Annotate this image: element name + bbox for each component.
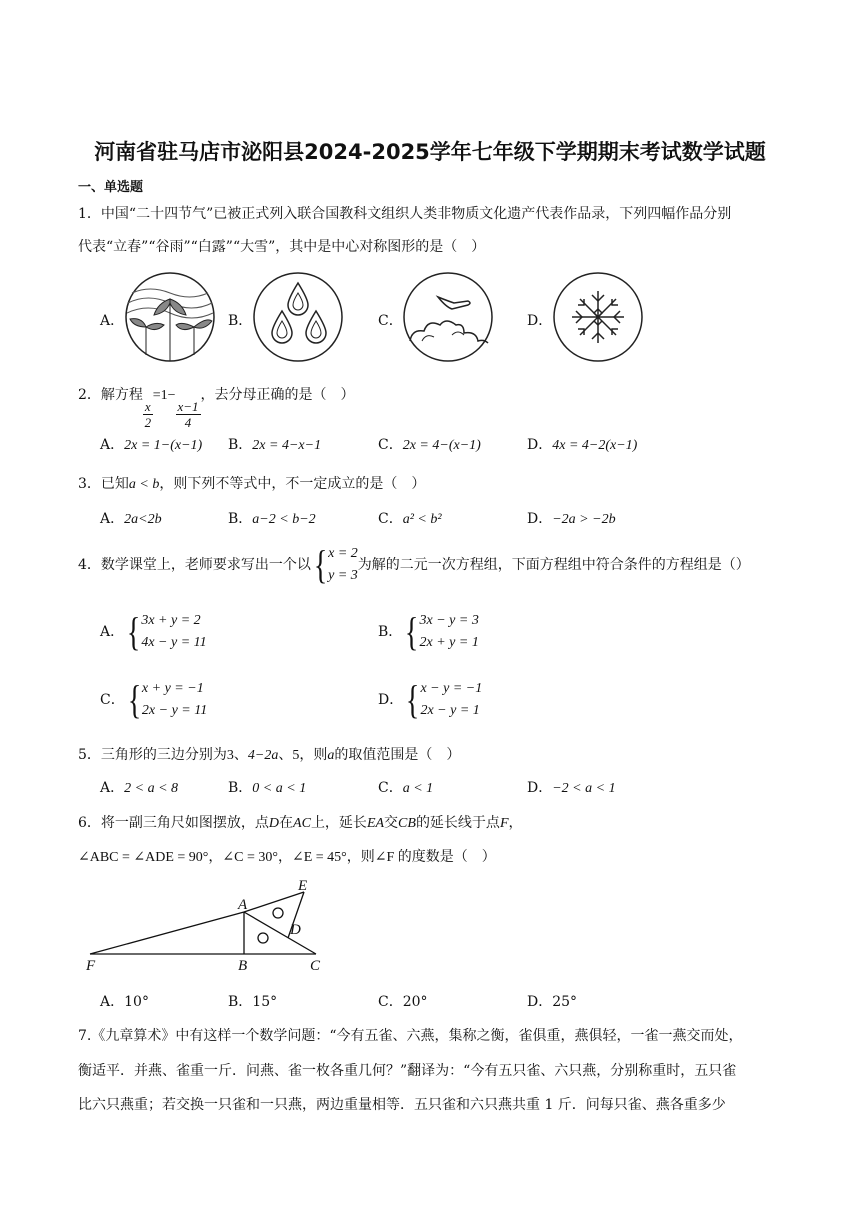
q5-option-b[interactable]: B．0 < a < 1: [228, 780, 307, 796]
q5-option-d[interactable]: D．−2 < a < 1: [527, 780, 616, 796]
q7-line2: 衡适平．并燕、雀重一斤．问燕、雀一枚各重几何？”翻译为：“今有五只雀、六只燕，分别称重时，五只雀: [78, 1063, 737, 1079]
label-d: D: [290, 922, 301, 938]
q4-option-d[interactable]: D． { x − y = −1 2x − y = 1: [378, 677, 483, 722]
q1-option-c-label[interactable]: C．: [378, 313, 403, 329]
label-c: C: [310, 958, 321, 974]
q3-option-d[interactable]: D．−2a > −2b: [527, 511, 616, 527]
q1-option-d-label[interactable]: D．: [527, 313, 553, 329]
section-heading: 一、单选题: [78, 180, 144, 195]
q3-option-c[interactable]: C．a² < b²: [378, 511, 442, 527]
q1-option-b-label[interactable]: B．: [228, 313, 253, 329]
q4-stem: 4．数学课堂上，老师要求写出一个以 { x = 2 y = 3 为解的二元一次方程组，下面方程组中符合条件的方程组是（）: [78, 542, 750, 587]
q5-option-c[interactable]: C．a < 1: [378, 780, 434, 796]
q6-option-c[interactable]: C．20°: [378, 994, 428, 1010]
q2-option-a[interactable]: A．2x = 1−(x−1): [100, 437, 203, 453]
label-f: F: [86, 958, 96, 974]
label-a: A: [238, 897, 248, 913]
q5-option-a[interactable]: A．2 < a < 8: [100, 780, 179, 796]
q1-option-a-label[interactable]: A．: [100, 313, 125, 329]
q4-option-a[interactable]: A． { 3x + y = 2 4x − y = 11: [100, 609, 207, 654]
q6-line1: 6．将一副三角尺如图摆放，点D在AC上，延长EA交CB的延长线于点F，: [78, 815, 523, 831]
bird-clouds-icon: [402, 271, 494, 363]
q6-option-b[interactable]: B．15°: [228, 994, 278, 1010]
q1-line1: 1．中国“二十四节气”已被正式列入联合国教科文组织人类非物质文化遗产代表作品录，下列四幅作品分别: [78, 206, 732, 222]
q4-option-b[interactable]: B． { 3x − y = 3 2x + y = 1: [378, 609, 479, 654]
page-title: 河南省驻马店市泌阳县2024-2025学年七年级下学期期末考试数学试题: [94, 140, 766, 164]
q2-option-c[interactable]: C．2x = 4−(x−1): [378, 437, 481, 453]
label-e: E: [298, 878, 308, 894]
sprout-icon: [124, 271, 216, 363]
q5-stem: 5．三角形的三边分别为3、4−2a、5，则a的取值范围是（ ）: [78, 747, 461, 763]
q7-line3: 比六只燕重；若交换一只雀和一只燕，两边重量相等．五只雀和六只燕共重 1 斤．问每只雀、燕各重多少: [78, 1097, 726, 1113]
q6-option-d[interactable]: D．25°: [527, 994, 578, 1010]
q2-option-b[interactable]: B．2x = 4−x−1: [228, 437, 322, 453]
q3-option-b[interactable]: B．a−2 < b−2: [228, 511, 316, 527]
q7-line1: 7.《九章算术》中有这样一个数学问题：“今有五雀、六燕，集称之衡，雀俱重，燕俱轻，一雀一燕交而处，: [78, 1028, 743, 1044]
q4-option-c[interactable]: C． { x + y = −1 2x − y = 11: [100, 677, 208, 722]
q3-stem: 3．已知a < b，则下列不等式中，不一定成立的是（ ）: [78, 476, 426, 492]
raindrops-icon: [252, 271, 344, 363]
triangle-figure: [80, 876, 330, 976]
q2-stem: 2．解方程 $\frac{x}{2}$ =1− $\frac{x-1}{4}$ ，去分母正确的是（ ）: [78, 387, 355, 430]
q2-option-d[interactable]: D．4x = 4−2(x−1): [527, 437, 638, 453]
q6-option-a[interactable]: A．10°: [100, 994, 149, 1010]
q1-line2: 代表“立春”“谷雨”“白露”“大雪”，其中是中心对称图形的是（ ）: [78, 239, 486, 255]
label-b: B: [238, 958, 248, 974]
snowflake-icon: [552, 271, 644, 363]
q6-line2: ∠ABC = ∠ADE = 90°，∠C = 30°，∠E = 45°，则∠F 的度数是（ ）: [78, 850, 496, 865]
q3-option-a[interactable]: A．2a<2b: [100, 511, 162, 527]
